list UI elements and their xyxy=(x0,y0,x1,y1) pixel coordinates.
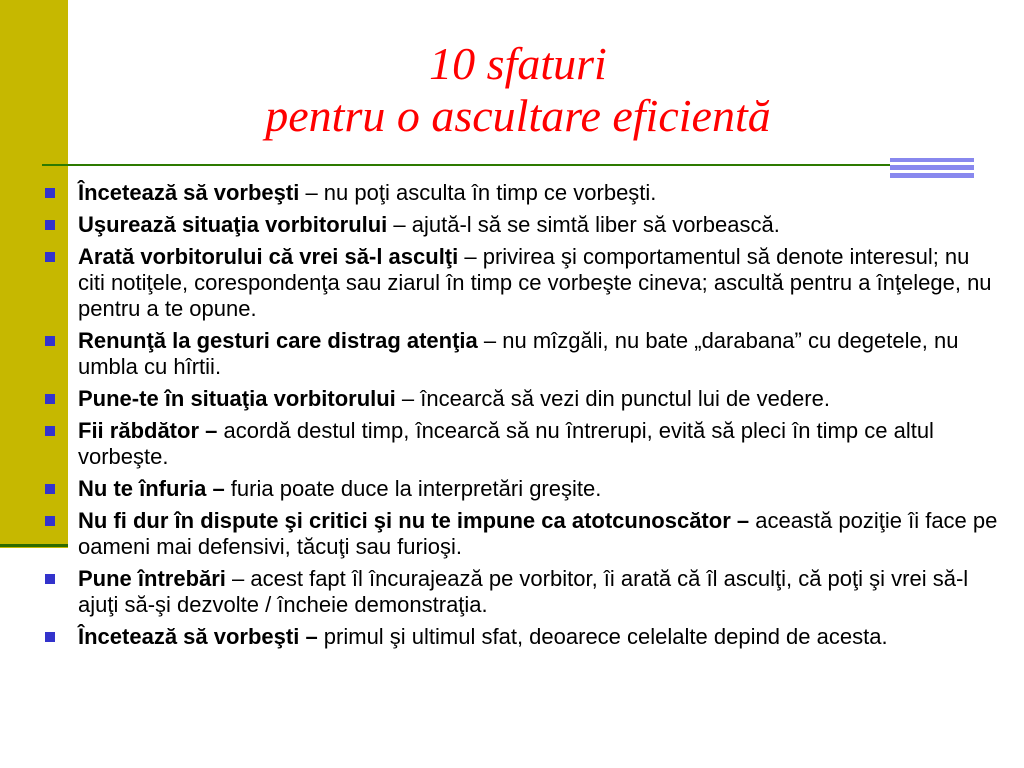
square-bullet-icon xyxy=(45,394,55,404)
tip-heading: Nu fi dur în dispute şi critici şi nu te impune ca atotcunoscător – xyxy=(78,508,750,533)
tip-text: furia poate duce la interpretări greşite. xyxy=(224,476,602,501)
list-item xyxy=(42,244,1002,322)
square-bullet-icon xyxy=(45,632,55,642)
tip-text: această poziţie îi face pe oameni mai defensivi, tăcuţi sau furioşi. xyxy=(78,508,998,559)
square-bullet-icon xyxy=(45,188,55,198)
square-bullet-icon xyxy=(45,426,55,436)
tip-heading: Arată vorbitorului că vrei să-l asculţi xyxy=(78,244,459,269)
tip-text: – nu poţi asculta în timp ce vorbeşti. xyxy=(299,180,657,205)
tips-list xyxy=(42,180,1002,656)
slide-title-line-2: pentru o ascultare eficientă xyxy=(265,90,771,141)
title-underline-rule xyxy=(42,164,890,166)
list-item xyxy=(42,476,1002,502)
square-bullet-icon xyxy=(45,484,55,494)
tip-heading: Încetează să vorbeşti xyxy=(78,180,300,205)
list-item xyxy=(42,624,1002,650)
tip-text: primul şi ultimul sfat, deoarece celelalte depind de acesta. xyxy=(317,624,888,649)
square-bullet-icon xyxy=(45,252,55,262)
list-item xyxy=(42,566,1002,618)
tip-text: acordă destul timp, încearcă să nu întrerupi, evită să pleci în timp ce altul vorbeşte. xyxy=(78,418,934,469)
tip-text: – nu mîzgăli, nu bate „darabana” cu degetele, nu umbla cu hîrtii. xyxy=(78,328,959,379)
square-bullet-icon xyxy=(45,574,55,584)
tip-text: – acest fapt îl încurajează pe vorbitor, îi arată că îl asculţi, că poţi şi vrei să-l ajuţi să-şi dezvolte / încheie demonstraţia. xyxy=(78,566,969,617)
tip-heading: Uşurează situaţia vorbitorului xyxy=(78,212,388,237)
square-bullet-icon xyxy=(45,336,55,346)
tip-heading: Renunţă la gesturi care distrag atenţia xyxy=(78,328,478,353)
tip-heading: Încetează să vorbeşti – xyxy=(78,624,318,649)
slide-title-line-1: 10 sfaturi xyxy=(429,38,607,89)
list-item xyxy=(42,328,1002,380)
list-item xyxy=(42,508,1002,560)
tip-heading: Nu te înfuria – xyxy=(78,476,225,501)
tip-text: – privirea şi comportamentul să denote interesul; nu citi notiţele, corespondenţa sau ziarul în timp ce vorbeşte cineva; ascultă pentru a înţelege, nu pentru a te opune. xyxy=(78,244,992,321)
slide-title xyxy=(68,38,968,142)
square-bullet-icon xyxy=(45,516,55,526)
tip-heading: Pune întrebări xyxy=(78,566,226,591)
title-underline-accent xyxy=(890,158,974,178)
list-item xyxy=(42,212,1002,238)
tip-heading: Pune-te în situaţia vorbitorului xyxy=(78,386,396,411)
list-item xyxy=(42,418,1002,470)
tip-text: – ajută-l să se simtă liber să vorbească. xyxy=(387,212,780,237)
list-item xyxy=(42,180,1002,206)
square-bullet-icon xyxy=(45,220,55,230)
list-item xyxy=(42,386,1002,412)
tip-text: – încearcă să vezi din punctul lui de vedere. xyxy=(395,386,830,411)
tip-heading: Fii răbdător – xyxy=(78,418,218,443)
